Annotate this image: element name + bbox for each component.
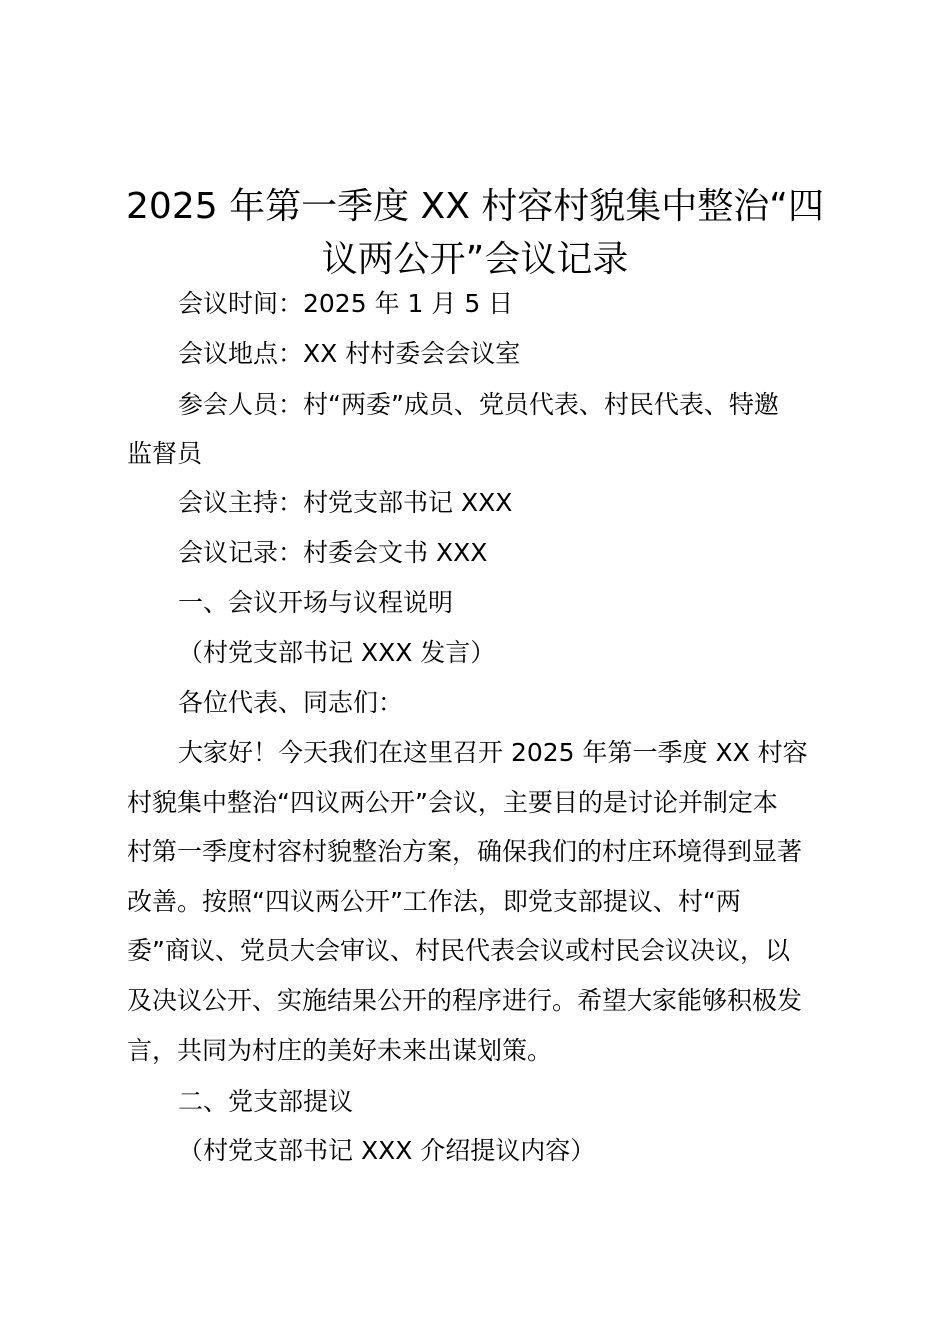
paragraph-line: 大家好！今天我们在这里召开 2025 年第一季度 XX 村容 [178, 738, 808, 767]
paragraph-line: 言，共同为村庄的美好未来出谋划策。 [127, 1036, 553, 1065]
title-line-2: 议两公开”会议记录 [321, 239, 629, 280]
section-1-greeting: 各位代表、同志们： [178, 688, 404, 717]
meeting-time: 会议时间：2025 年 1 月 5 日 [178, 289, 514, 318]
section-1-speaker: （村党支部书记 XXX 发言） [178, 638, 496, 667]
meeting-place: 会议地点：XX 村村委会会议室 [178, 339, 521, 368]
meeting-recorder: 会议记录：村委会文书 XXX [178, 538, 488, 567]
paragraph-line: 委”商议、党员大会审议、村民代表会议或村民会议决议，以 [127, 936, 790, 965]
title-line-1: 2025 年第一季度 XX 村容村貌集中整治“四 [126, 186, 824, 227]
paragraph-line: 改善。按照“四议两公开”工作法，即党支部提议、村“两 [127, 887, 741, 916]
meeting-attendees-line-2: 监督员 [127, 439, 203, 468]
paragraph-line: 村貌集中整治“四议两公开”会议，主要目的是讨论并制定本 [127, 788, 778, 817]
meeting-attendees-line-1: 参会人员：村“两委”成员、党员代表、村民代表、特邀 [178, 390, 779, 419]
meeting-host: 会议主持：村党支部书记 XXX [178, 488, 513, 517]
section-2-speaker: （村党支部书记 XXX 介绍提议内容） [178, 1136, 596, 1165]
section-2-heading: 二、党支部提议 [178, 1087, 354, 1116]
document-title [100, 180, 850, 286]
section-1-heading: 一、会议开场与议程说明 [178, 588, 454, 617]
paragraph-line: 村第一季度村容村貌整治方案，确保我们的村庄环境得到显著 [127, 837, 803, 866]
paragraph-line: 及决议公开、实施结果公开的程序进行。希望大家能够积极发 [127, 986, 803, 1015]
